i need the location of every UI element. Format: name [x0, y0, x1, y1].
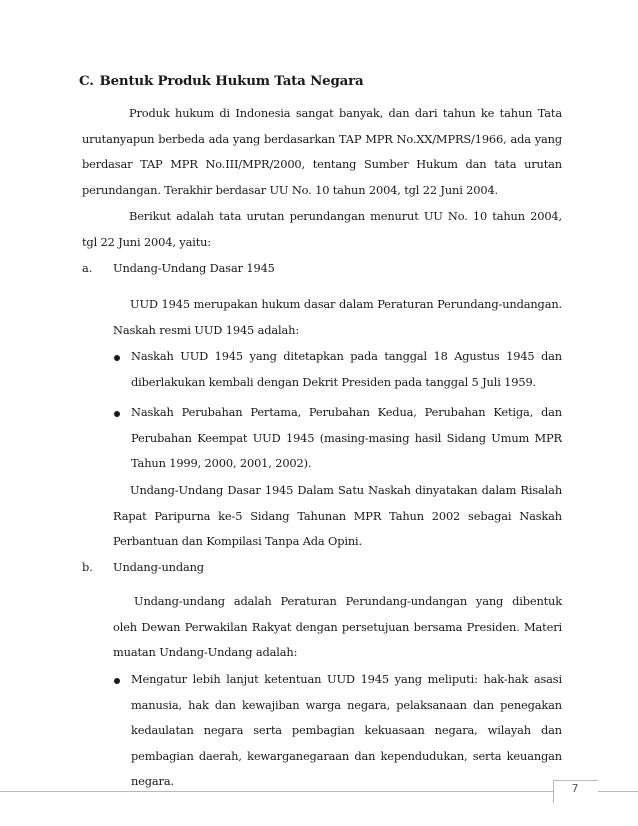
bullet-dot [114, 411, 120, 417]
item-a-bullet-1: Naskah UUD 1945 yang ditetapkan pada tanggal 18 Agustus 1945 dan diberlakukan kembali dengan Dekrit Presiden pada tanggal 5 Juli 1959. [131, 349, 562, 389]
section-title: Bentuk Produk Hukum Tata Negara [99, 73, 364, 89]
item-a-bullet-2: Naskah Perubahan Pertama, Perubahan Kedua, Perubahan Ketiga, dan Perubahan Keempat UUD 1945 (masing-masing hasil Sidang Umum MPR Tahun 1999, 2000, 2001, 2002). [131, 405, 562, 470]
item-b-title: Undang-undang [113, 560, 204, 574]
bullet-dot [114, 355, 120, 361]
page-number: 7 [571, 782, 579, 795]
item-a-marker: a. [82, 261, 93, 275]
section-letter: C. [79, 73, 94, 89]
item-a-outro: Undang-Undang Dasar 1945 Dalam Satu Naskah dinyatakan dalam Risalah Rapat Paripurna ke-5 Sidang Tahunan MPR Tahun 2002 sebagai Naskah Perbantuan dan Kompilasi Tanpa Ada Opini. [113, 483, 562, 548]
item-a-title: Undang-Undang Dasar 1945 [113, 261, 275, 275]
section-heading [79, 73, 363, 89]
bullet-dot [114, 678, 120, 684]
footer-rule [0, 791, 638, 792]
paragraph-intro: Produk hukum di Indonesia sangat banyak, dan dari tahun ke tahun Tata urutanyapun berbeda ada yang berdasarkan TAP MPR No.XX/MPRS/1966, ada yang berdasar TAP MPR No.III/MPR/2000, tentang Sumber Hukum dan tata urutan perundangan. Terakhir berdasar UU No. 10 tahun 2004, tgl 22 Juni 2004. [82, 106, 562, 197]
paragraph-list-intro: Berikut adalah tata urutan perundangan menurut UU No. 10 tahun 2004, tgl 22 Juni 2004, yaitu: [82, 209, 562, 249]
item-b-marker: b. [82, 560, 93, 574]
item-a-intro: UUD 1945 merupakan hukum dasar dalam Peraturan Perundang-undangan. Naskah resmi UUD 1945 adalah: [113, 297, 562, 337]
item-b-intro: Undang-undang adalah Peraturan Perundang-undangan yang dibentuk oleh Dewan Perwakilan Rakyat dengan persetujuan bersama Presiden. Materi muatan Undang-Undang adalah: [113, 594, 562, 659]
item-b-bullet-1: Mengatur lebih lanjut ketentuan UUD 1945 yang meliputi: hak-hak asasi manusia, hak dan kewajiban warga negara, pelaksanaan dan penegakan kedaulatan negara serta pembagian kekuasaan negara, wilayah dan pembagian daerah, kewarganegaraan dan kependudukan, serta keuangan negara. [131, 672, 562, 788]
